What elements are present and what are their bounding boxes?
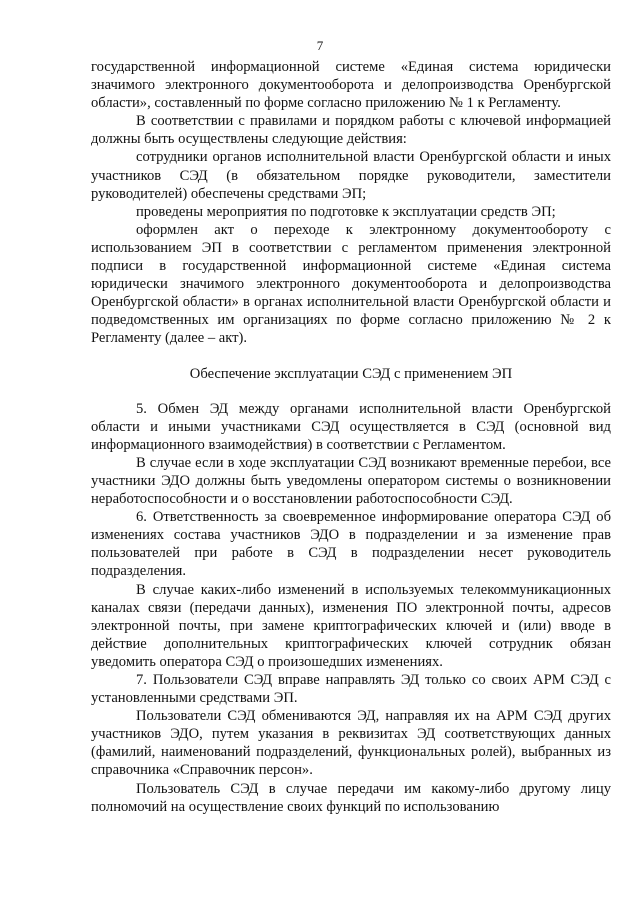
- paragraph: проведены мероприятия по подготовке к эксплуатации средств ЭП;: [136, 203, 556, 220]
- paragraph: сотрудники органов исполнительной власти Оренбургской области и иных участников СЭД (в обязательном порядке руководители, заместители руководителей) обеспечены средствами ЭП;: [91, 149, 611, 202]
- paragraph: В случае если в ходе эксплуатации СЭД возникают временные перебои, все участники ЭДО должны быть уведомлены оператором системы о возникновении неработоспособности и о восстановлении работоспособности СЭД.: [91, 454, 611, 508]
- page-number: 7: [316, 38, 324, 53]
- paragraph-item-6: 6. Ответственность за своевременное информирование оператора СЭД об изменениях состава участников ЭДО в подразделении и за изменение прав пользователей при работе в СЭД в подразделении несет руководитель подразделения.: [91, 509, 611, 580]
- paragraph-item-5: 5. Обмен ЭД между органами исполнительной власти Оренбургской области и иными участниками СЭД осуществляется в СЭД (основной вид информационного взаимодействия) в соответствии с Регламентом.: [91, 400, 611, 453]
- paragraph-continuation: государственной информационной системе «Единая система юридически значимого электронного документооборота и делопроизводства Оренбургской области», составленный по форме согласно приложению № 1 к Регламенту.: [91, 59, 611, 112]
- paragraph-item-7: 7. Пользователи СЭД вправе направлять ЭД только со своих АРМ СЭД с установленными средствами ЭП.: [91, 672, 611, 707]
- paragraph: Пользователи СЭД обмениваются ЭД, направляя их на АРМ СЭД других участников ЭДО, путем указания в реквизитах ЭД соответствующих данных (фамилий, наименований подразделений, функциональных ролей), выбранных из справочника «Справочник персон».: [91, 708, 611, 779]
- paragraph: В соответствии с правилами и порядком работы с ключевой информацией должны быть осуществлены следующие действия:: [91, 113, 611, 148]
- paragraph: оформлен акт о переходе к электронному документообороту с использованием ЭП в соответствии с регламентом применения электронной подписи в государственной информационной системе «Единая система юридически значимого электронного документооборота и делопроизводства Оренбургской области» в органах исполнительной власти Оренбургской области и подведомственных им организациях по форме согласно приложению № 2 к Регламенту (далее – акт).: [91, 221, 611, 347]
- document-body: [91, 58, 611, 816]
- paragraph: В случае каких-либо изменений в используемых телекоммуникационных каналах связи (передачи данных), изменения ПО электронной почты, адресов электронной почты, при замене криптографических ключей и (или) вводе в действие дополнительных криптографических ключей сотрудник обязан уведомить оператора СЭД о произошедших изменениях.: [91, 581, 611, 670]
- section-heading: Обеспечение эксплуатации СЭД с применением ЭП: [189, 365, 513, 382]
- paragraph-truncated: Пользователь СЭД в случае передачи им какому-либо другому лицу полномочий на осуществление своих функций по использованию: [91, 780, 611, 815]
